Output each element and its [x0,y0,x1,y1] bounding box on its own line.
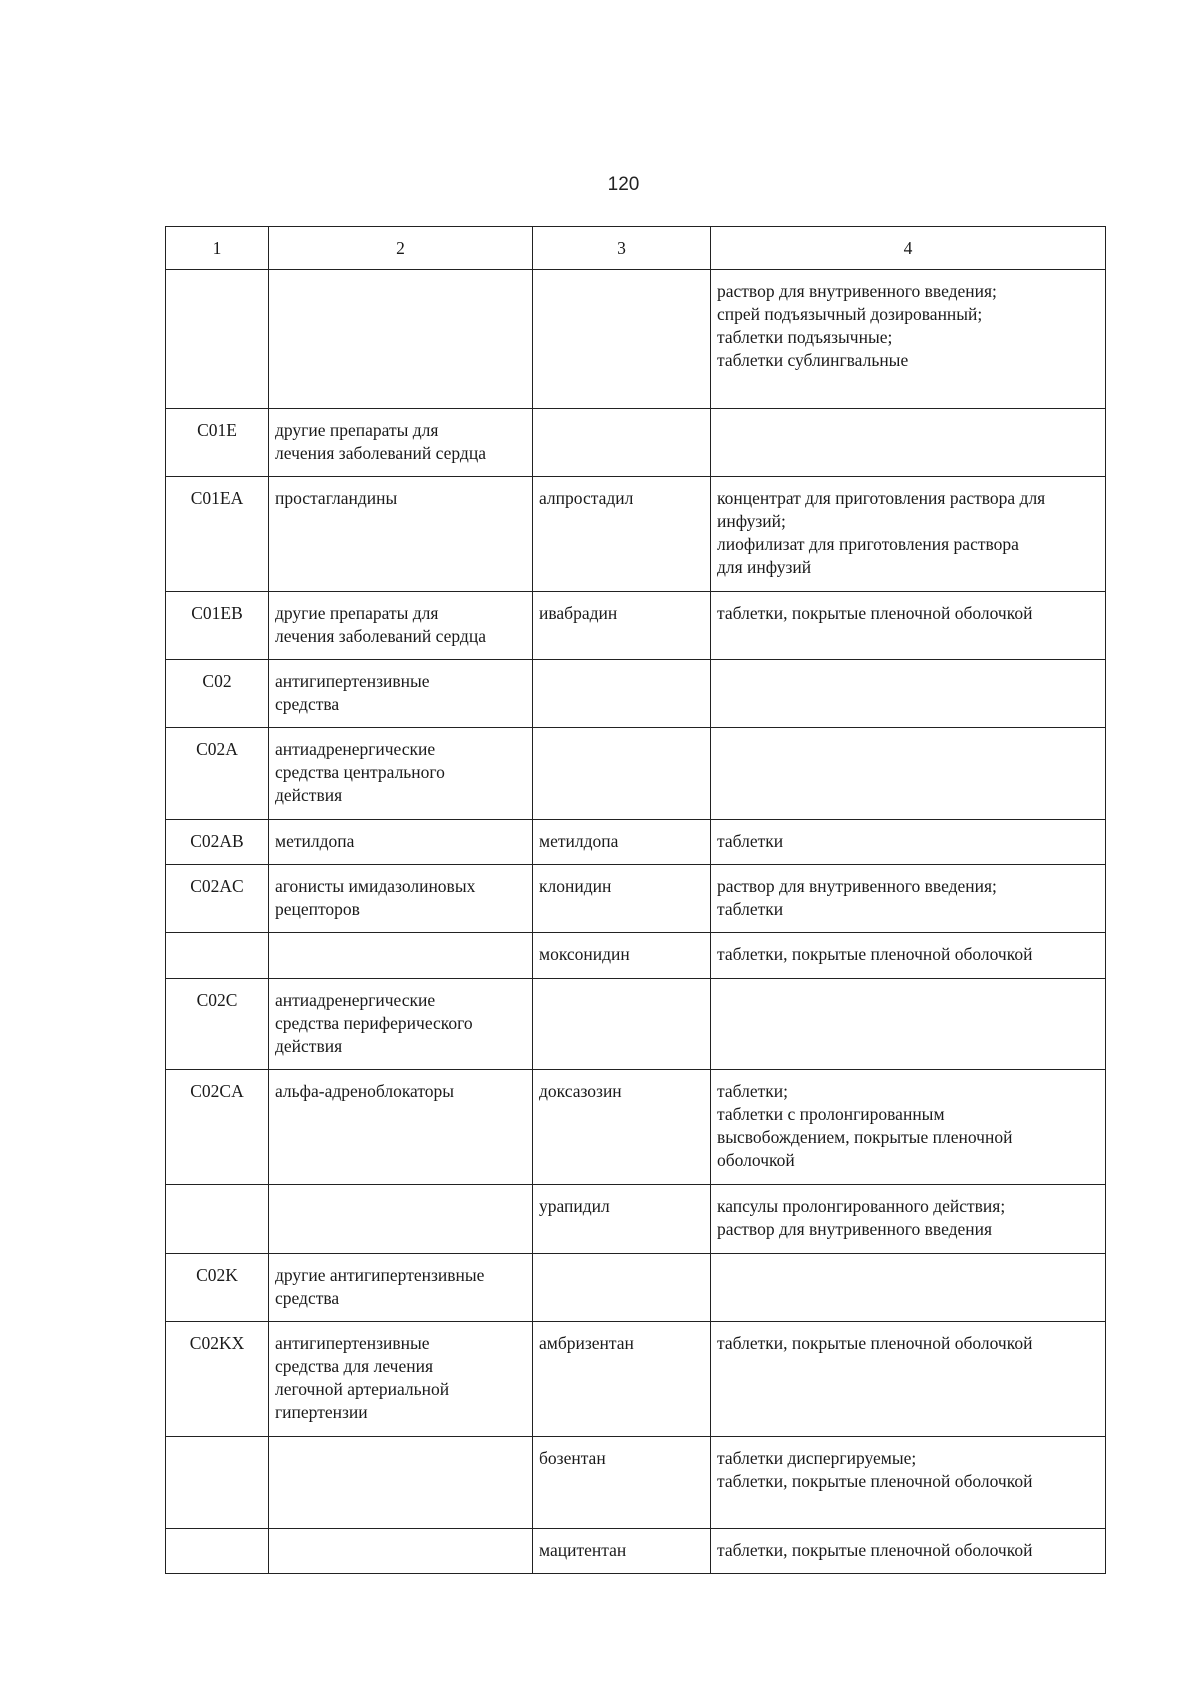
dosage-forms-cell [711,660,1106,728]
group-name-cell [269,865,533,933]
dosage-forms-cell [711,592,1106,660]
dosage-form-line: таблетки [717,831,784,851]
drug-name-cell [533,270,711,409]
dosage-form-line: таблетки подъязычные; [717,327,893,347]
drug-name-cell [533,1254,711,1322]
dosage-form-line: спрей подъязычный дозированный; [717,304,983,324]
atc-code-cell: C02AB [166,820,269,865]
dosage-form-line: раствор для внутривенного введения; [717,876,997,896]
drug-name-cell: мацитентан [533,1529,711,1574]
group-name-cell [269,1185,533,1254]
drug-table [165,226,1106,1574]
atc-code-cell: C02 [166,660,269,728]
group-name-line: метилдопа [275,831,355,851]
atc-code-cell: C02A [166,728,269,820]
dosage-form-line: инфузий; [717,511,786,531]
dosage-forms-cell [711,1254,1106,1322]
group-name-line: средства [275,1288,340,1308]
group-name-line: антигипертензивные [275,671,430,691]
dosage-form-line: для инфузий [717,557,812,577]
dosage-form-line: лиофилизат для приготовления раствора [717,534,1019,554]
group-name-line: антиадренергические [275,739,436,759]
dosage-form-line: таблетки; [717,1081,788,1101]
dosage-form-line: таблетки, покрытые пленочной оболочкой [717,603,1033,623]
group-name-cell [269,270,533,409]
drug-name-cell [533,979,711,1070]
table-body [166,270,1106,1574]
drug-name-cell [533,409,711,477]
group-name-line: гипертензии [275,1402,368,1422]
table-row [166,270,1106,409]
group-name-cell [269,1322,533,1437]
drug-name-cell: амбризентан [533,1322,711,1437]
dosage-forms-cell [711,728,1106,820]
atc-code-cell: C02CA [166,1070,269,1185]
group-name-line: простагландины [275,488,398,508]
dosage-forms-cell [711,820,1106,865]
group-name-line: другие антигипертензивные [275,1265,485,1285]
dosage-forms-cell [711,865,1106,933]
group-name-cell [269,1254,533,1322]
atc-code-cell: C01EA [166,477,269,592]
dosage-form-line: оболочкой [717,1150,795,1170]
dosage-forms-cell [711,1437,1106,1529]
dosage-form-line: раствор для внутривенного введения; [717,281,997,301]
drug-name-cell: клонидин [533,865,711,933]
atc-code-cell [166,1185,269,1254]
table-row [166,820,1106,865]
table-row [166,728,1106,820]
drug-name-cell: урапидил [533,1185,711,1254]
group-name-cell [269,933,533,979]
drug-name-cell [533,660,711,728]
atc-code-cell [166,933,269,979]
dosage-form-line: таблетки, покрытые пленочной оболочкой [717,1540,1033,1560]
drug-name-cell [533,728,711,820]
atc-code-cell [166,270,269,409]
table-row [166,933,1106,979]
group-name-line: действия [275,1036,343,1056]
atc-code-cell: C02C [166,979,269,1070]
group-name-line: действия [275,785,343,805]
dosage-form-line: таблетки, покрытые пленочной оболочкой [717,1333,1033,1353]
dosage-forms-cell [711,1322,1106,1437]
dosage-forms-cell [711,1185,1106,1254]
group-name-line: средства [275,694,340,714]
atc-code-cell: C02AC [166,865,269,933]
column-header: 1 [166,227,269,270]
table-row [166,660,1106,728]
dosage-form-line: таблетки [717,899,784,919]
table-row [166,1185,1106,1254]
dosage-forms-cell [711,933,1106,979]
dosage-forms-cell [711,979,1106,1070]
table-row [166,1070,1106,1185]
table-row [166,1437,1106,1529]
atc-code-cell: C02KX [166,1322,269,1437]
drug-name-cell: бозентан [533,1437,711,1529]
table-header-row [166,227,1106,270]
group-name-line: лечения заболеваний сердца [275,626,486,646]
group-name-cell [269,660,533,728]
group-name-cell [269,477,533,592]
column-header: 2 [269,227,533,270]
group-name-cell [269,979,533,1070]
drug-name-cell: метилдопа [533,820,711,865]
dosage-form-line: таблетки диспергируемые; [717,1448,917,1468]
group-name-line: средства для лечения [275,1356,434,1376]
group-name-line: другие препараты для [275,420,439,440]
atc-code-cell: C02K [166,1254,269,1322]
dosage-form-line: раствор для внутривенного введения [717,1219,993,1239]
group-name-cell [269,409,533,477]
dosage-form-line: таблетки, покрытые пленочной оболочкой [717,944,1033,964]
dosage-forms-cell [711,1070,1106,1185]
group-name-cell [269,592,533,660]
drug-name-cell: доксазозин [533,1070,711,1185]
table-row [166,979,1106,1070]
column-header: 4 [711,227,1106,270]
group-name-cell [269,1070,533,1185]
atc-code-cell: C01EB [166,592,269,660]
group-name-line: другие препараты для [275,603,439,623]
group-name-cell [269,1437,533,1529]
drug-name-cell: ивабрадин [533,592,711,660]
dosage-forms-cell [711,270,1106,409]
dosage-form-line: концентрат для приготовления раствора для [717,488,1046,508]
table-row [166,1254,1106,1322]
dosage-form-line: таблетки сублингвальные [717,350,909,370]
drug-name-cell: алпростадил [533,477,711,592]
table-row [166,865,1106,933]
group-name-cell [269,1529,533,1574]
group-name-cell [269,820,533,865]
group-name-line: средства периферического [275,1013,473,1033]
table-row [166,1322,1106,1437]
dosage-forms-cell [711,1529,1106,1574]
group-name-line: средства центрального [275,762,445,782]
dosage-forms-cell [711,477,1106,592]
dosage-forms-cell [711,409,1106,477]
table-row [166,477,1106,592]
atc-code-cell [166,1529,269,1574]
atc-code-cell [166,1437,269,1529]
atc-code-cell: C01E [166,409,269,477]
table-row [166,592,1106,660]
group-name-cell [269,728,533,820]
group-name-line: лечения заболеваний сердца [275,443,486,463]
table-row [166,1529,1106,1574]
group-name-line: антигипертензивные [275,1333,430,1353]
dosage-form-line: высвобождением, покрытые пленочной [717,1127,1013,1147]
table-row [166,409,1106,477]
dosage-form-line: капсулы пролонгированного действия; [717,1196,1006,1216]
group-name-line: альфа-адреноблокаторы [275,1081,455,1101]
group-name-line: рецепторов [275,899,360,919]
dosage-form-line: таблетки, покрытые пленочной оболочкой [717,1471,1033,1491]
group-name-line: антиадренергические [275,990,436,1010]
dosage-form-line: таблетки с пролонгированным [717,1104,945,1124]
page-number: 120 [607,174,640,195]
group-name-line: агонисты имидазолиновых [275,876,476,896]
drug-name-cell: моксонидин [533,933,711,979]
group-name-line: легочной артериальной [275,1379,450,1399]
column-header: 3 [533,227,711,270]
